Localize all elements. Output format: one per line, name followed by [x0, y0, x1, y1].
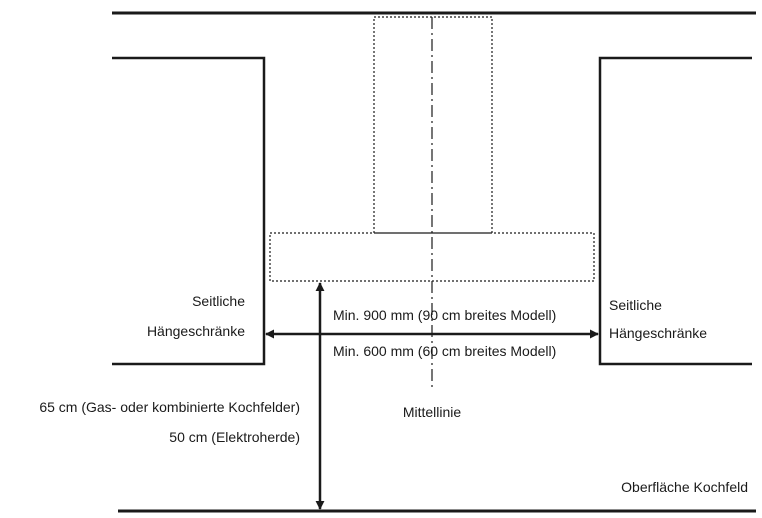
right-cabinets-label-line2: Hängeschränke: [609, 325, 708, 341]
right-wall-cabinet: [600, 58, 752, 364]
hood-chimney-outline: [374, 17, 492, 233]
height-electric-label: 50 cm (Elektroherde): [169, 429, 300, 445]
left-cabinets-label-line2: Hängeschränke: [146, 323, 245, 339]
min-600-label: Min. 600 mm (60 cm breites Modell): [333, 343, 557, 359]
left-cabinets-label-line1: Seitliche: [192, 293, 245, 309]
min-900-label: Min. 900 mm (90 cm breites Modell): [333, 307, 557, 323]
height-gas-label: 65 cm (Gas- oder kombinierte Kochfelder): [39, 399, 300, 415]
left-wall-cabinet: [112, 58, 264, 364]
hob-surface-label: Oberfläche Kochfeld: [621, 479, 748, 495]
centerline-label: Mittellinie: [402, 404, 462, 420]
right-cabinets-label-line1: Seitliche: [609, 297, 662, 313]
